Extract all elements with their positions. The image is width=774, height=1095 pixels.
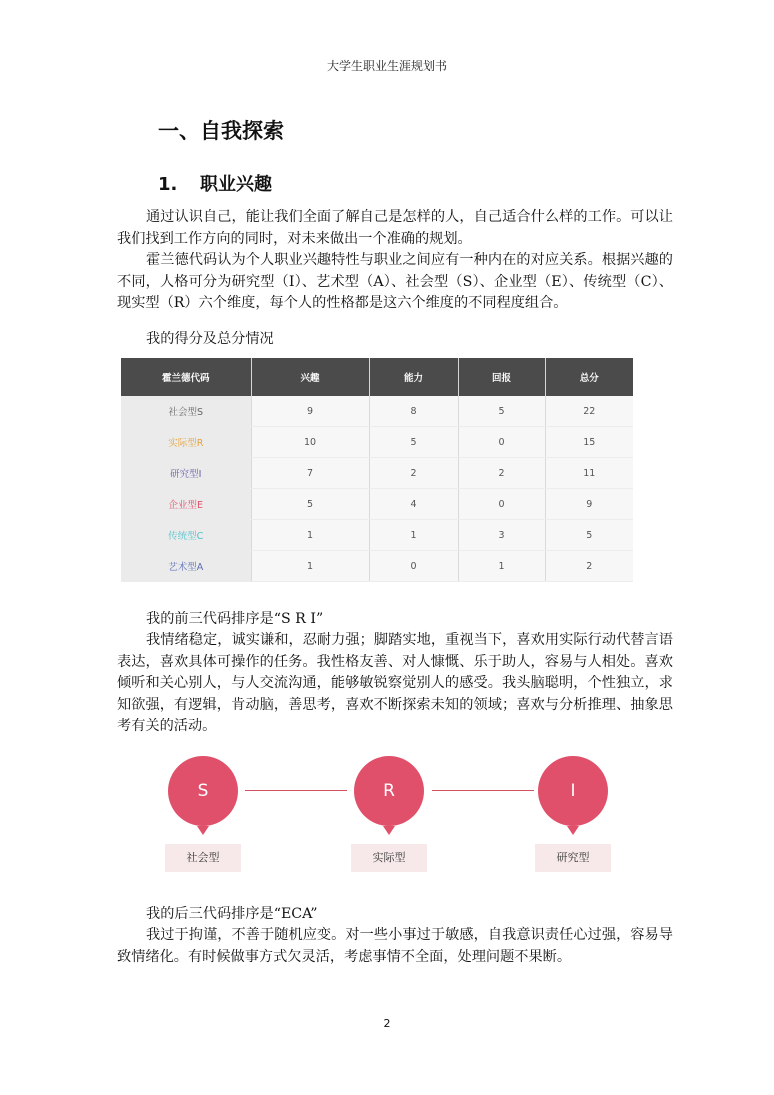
code-circle <box>168 756 238 826</box>
cell-code: 实际型R <box>121 427 251 458</box>
code-label: 社会型 <box>165 844 241 872</box>
pointer-icon <box>383 826 395 835</box>
subsection-heading <box>158 170 272 196</box>
table-row <box>121 489 633 520</box>
table-header: 兴趣 <box>251 358 369 396</box>
holland-paragraph: 霍兰德代码认为个人职业兴趣特性与职业之间应有一种内在的对应关系。根据兴趣的不同，人格可分为研究型（I）、艺术型（A）、社会型（S）、企业型（E）、传统型（C）、现实型（R）六个维度，每个人的性格都是这六个维度的不同程度组合。 <box>117 252 673 311</box>
code-diagram <box>163 756 613 881</box>
cell-code: 企业型E <box>121 489 251 520</box>
cell-value: 2 <box>458 458 545 489</box>
pointer-icon <box>197 826 209 835</box>
connector-line <box>245 790 347 791</box>
code-node-r <box>349 756 429 872</box>
table-row <box>121 458 633 489</box>
cell-value: 7 <box>251 458 369 489</box>
cell-value: 5 <box>369 427 458 458</box>
subsection-number: 1. <box>158 174 178 195</box>
table-header: 总分 <box>545 358 633 396</box>
cell-code: 研究型I <box>121 458 251 489</box>
cell-value: 11 <box>545 458 633 489</box>
cell-value: 1 <box>251 520 369 551</box>
cell-code: 传统型C <box>121 520 251 551</box>
cell-value: 15 <box>545 427 633 458</box>
score-caption: 我的得分及总分情况 <box>146 331 274 347</box>
cell-value: 1 <box>458 551 545 582</box>
code-node-i <box>533 756 613 872</box>
intro-paragraph: 通过认识自己，能让我们全面了解自己是怎样的人，自己适合什么样的工作。可以让我们找到工作方向的同时，对未来做出一个准确的规划。 <box>117 209 673 247</box>
connector-line <box>432 790 534 791</box>
cell-value: 9 <box>251 396 369 427</box>
table-header: 霍兰德代码 <box>121 358 251 396</box>
code-node-s <box>163 756 243 872</box>
bottom3-description: 我过于拘谨，不善于随机应变。对一些小事过于敏感，自我意识责任心过强，容易导致情绪化。有时候做事方式欠灵活，考虑事情不全面，处理问题不果断。 <box>117 927 673 965</box>
table-row <box>121 396 633 427</box>
code-label: 研究型 <box>535 844 611 872</box>
cell-value: 0 <box>458 427 545 458</box>
cell-value: 2 <box>545 551 633 582</box>
table-header-row <box>121 358 633 396</box>
page-number: 2 <box>383 1017 391 1030</box>
cell-value: 5 <box>458 396 545 427</box>
top3-description: 我情绪稳定，诚实谦和，忍耐力强；脚踏实地，重视当下，喜欢用实际行动代替言语表达，喜欢具体可操作的任务。我性格友善、对人慷慨、乐于助人，容易与人相处。喜欢倾听和关心别人，与人交流沟通，能够敏锐察觉别人的感受。我头脑聪明，个性独立，求知欲强，有逻辑，肯动脑，善思考，喜欢不断探索未知的领域；喜欢与分析推理、抽象思考有关的活动。 <box>117 632 673 734</box>
subsection-title: 职业兴趣 <box>200 174 272 195</box>
cell-value: 22 <box>545 396 633 427</box>
cell-value: 10 <box>251 427 369 458</box>
section-title: 一、自我探索 <box>158 119 284 143</box>
code-letter: S <box>197 781 209 801</box>
cell-value: 3 <box>458 520 545 551</box>
table-header: 回报 <box>458 358 545 396</box>
bottom3-title: 我的后三代码排序是“ECA” <box>146 906 318 922</box>
code-circle <box>538 756 608 826</box>
table-header: 能力 <box>369 358 458 396</box>
cell-value: 0 <box>369 551 458 582</box>
cell-value: 5 <box>251 489 369 520</box>
cell-value: 1 <box>251 551 369 582</box>
cell-code: 艺术型A <box>121 551 251 582</box>
running-header: 大学生职业生涯规划书 <box>326 59 447 73</box>
top3-title: 我的前三代码排序是“S R I” <box>146 611 324 627</box>
code-letter: I <box>570 781 576 801</box>
code-label: 实际型 <box>351 844 427 872</box>
cell-value: 9 <box>545 489 633 520</box>
cell-value: 0 <box>458 489 545 520</box>
cell-value: 1 <box>369 520 458 551</box>
cell-value: 4 <box>369 489 458 520</box>
pointer-icon <box>567 826 579 835</box>
cell-value: 5 <box>545 520 633 551</box>
cell-code: 社会型S <box>121 396 251 427</box>
cell-value: 2 <box>369 458 458 489</box>
score-table <box>121 358 633 582</box>
table-row <box>121 520 633 551</box>
code-letter: R <box>383 781 395 801</box>
code-circle <box>354 756 424 826</box>
table-row <box>121 427 633 458</box>
cell-value: 8 <box>369 396 458 427</box>
table-row <box>121 551 633 582</box>
